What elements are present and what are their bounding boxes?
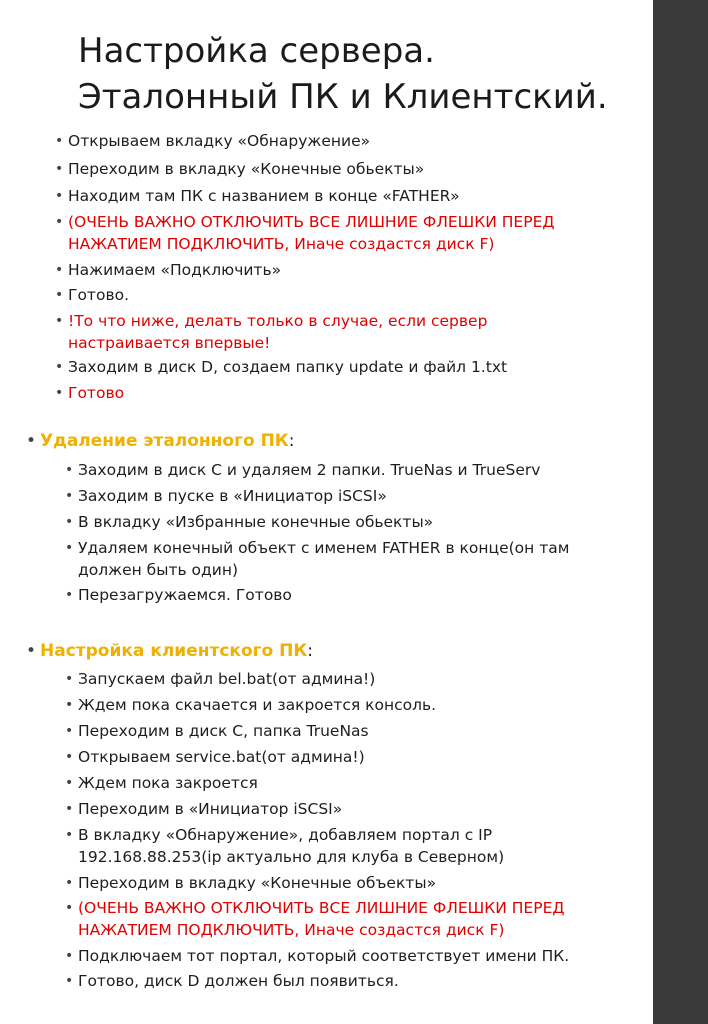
list-item-text: Заходим в пуске в «Инициатор iSCSI» <box>78 487 387 505</box>
list-item-text: Удаляем конечный объект с именем FATHER в конце(он там должен быть один) <box>78 539 570 579</box>
heading-colon: : <box>288 431 295 451</box>
list-item <box>55 259 608 281</box>
bullet-icon: • <box>65 671 74 687</box>
list-item <box>65 970 618 992</box>
list-item-text: Запускаем файл bel.bat(от админа!) <box>78 670 376 688</box>
page-title: Настройка сервера. Эталонный ПК и Клиентский. <box>78 31 608 117</box>
list-item <box>65 511 618 533</box>
list-item <box>65 798 618 820</box>
list-item-text: (ОЧЕНЬ ВАЖНО ОТКЛЮЧИТЬ ВСЕ ЛИШНИЕ ФЛЕШКИ ПЕРЕД НАЖАТИЕМ ПОДКЛЮЧИТЬ, Иначе создастся диск F) <box>78 899 565 939</box>
bullet-icon: • <box>26 641 37 661</box>
list-item-text: Ждем пока закроется <box>78 774 258 792</box>
bullet-icon: • <box>65 488 74 504</box>
list-item <box>65 772 618 794</box>
section-2-heading-text: Удаление эталонного ПК <box>40 431 289 451</box>
bullet-icon: • <box>55 188 64 204</box>
bullet-icon: • <box>65 973 74 989</box>
bullet-icon: • <box>55 385 64 401</box>
section-3-heading-text: Настройка клиентского ПК <box>40 641 308 661</box>
list-item <box>65 945 618 967</box>
bullet-icon: • <box>65 587 74 603</box>
list-item <box>55 284 608 306</box>
bullet-icon: • <box>65 775 74 791</box>
list-item <box>55 158 608 180</box>
bullet-icon: • <box>55 359 64 375</box>
list-item-warning <box>55 382 608 404</box>
list-item <box>65 485 618 507</box>
list-item-text: Открываем вкладку «Обнаружение» <box>68 132 371 150</box>
list-item <box>65 584 618 606</box>
bullet-icon: • <box>55 262 64 278</box>
section-2-heading <box>26 429 295 453</box>
list-item <box>65 537 603 581</box>
bullet-icon: • <box>65 948 74 964</box>
list-item <box>55 185 608 207</box>
bullet-icon: • <box>65 827 74 843</box>
list-item-text: Заходим в диск D, создаем папку update и файл 1.txt <box>68 358 508 376</box>
list-item-text: Готово. <box>68 286 129 304</box>
list-item-text: Переходим в диск С, папка TrueNas <box>78 722 369 740</box>
list-item-text: Готово <box>68 384 125 402</box>
bullet-icon: • <box>65 749 74 765</box>
list-item-text: (ОЧЕНЬ ВАЖНО ОТКЛЮЧИТЬ ВСЕ ЛИШНИЕ ФЛЕШКИ ПЕРЕД НАЖАТИЕМ ПОДКЛЮЧИТЬ, Иначе создастся диск F) <box>68 213 555 253</box>
list-item-text: !То что ниже, делать только в случае, если сервер настраивается впервые! <box>68 312 488 352</box>
bullet-icon: • <box>65 801 74 817</box>
list-item <box>55 130 608 152</box>
list-item-text: Нажимаем «Подключить» <box>68 261 282 279</box>
bullet-icon: • <box>55 313 64 329</box>
list-item <box>65 824 598 868</box>
bullet-icon: • <box>55 133 64 149</box>
list-item-text: Находим там ПК с названием в конце «FATHER» <box>68 187 460 205</box>
list-item-text: Готово, диск D должен был появиться. <box>78 972 399 990</box>
list-item <box>65 720 618 742</box>
bullet-icon: • <box>65 697 74 713</box>
bullet-icon: • <box>55 287 64 303</box>
bullet-icon: • <box>65 540 74 556</box>
list-item <box>65 668 618 690</box>
right-dark-bar <box>653 0 708 1024</box>
bullet-icon: • <box>65 514 74 530</box>
bullet-icon: • <box>26 431 37 451</box>
list-item-text: Переходим в вкладку «Конечные обьекты» <box>68 160 425 178</box>
bullet-icon: • <box>65 900 74 916</box>
bullet-icon: • <box>65 875 74 891</box>
bullet-icon: • <box>55 161 64 177</box>
list-item <box>65 694 618 716</box>
list-item-text: Ждем пока скачается и закроется консоль. <box>78 696 437 714</box>
list-item-warning <box>55 211 588 255</box>
list-item-text: Заходим в диск С и удаляем 2 папки. TrueNas и TrueServ <box>78 461 541 479</box>
list-item <box>65 746 618 768</box>
list-item <box>65 459 618 481</box>
list-item-warning <box>65 897 583 941</box>
heading-colon: : <box>307 641 313 661</box>
list-item-text: Переходим в «Инициатор iSCSI» <box>78 800 343 818</box>
list-item-text: В вкладку «Избранные конечные обьекты» <box>78 513 434 531</box>
bullet-icon: • <box>65 462 74 478</box>
bullet-icon: • <box>55 214 64 230</box>
list-item-text: Переходим в вкладку «Конечные объекты» <box>78 874 437 892</box>
list-item-text: Открываем service.bat(от админа!) <box>78 748 365 766</box>
list-item-text: В вкладку «Обнаружение», добавляем портал с IP 192.168.88.253(ip актуально для клуба в Северном) <box>78 826 505 866</box>
list-item-text: Перезагружаемся. Готово <box>78 586 292 604</box>
list-item-warning <box>55 310 613 354</box>
list-item <box>65 872 618 894</box>
list-item-text: Подключаем тот портал, который соответствует имени ПК. <box>78 947 570 965</box>
section-3-heading <box>26 639 313 663</box>
bullet-icon: • <box>65 723 74 739</box>
list-item <box>55 356 608 378</box>
